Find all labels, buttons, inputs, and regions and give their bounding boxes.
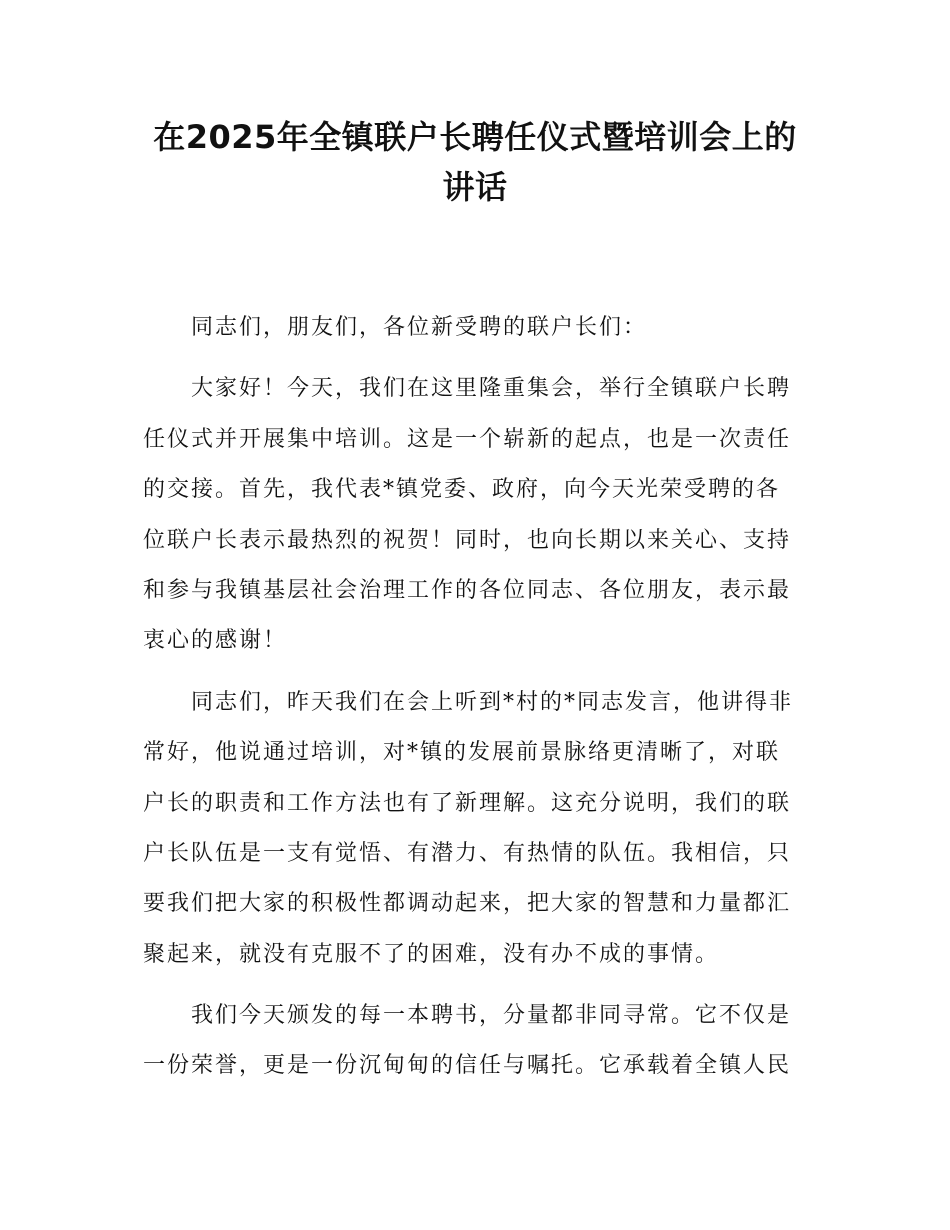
- paragraph-opening: [143, 364, 813, 666]
- text-line: 同志们，朋友们，各位新受聘的联户长们：: [191, 315, 648, 340]
- text-line: 户长的职责和工作方法也有了新理解。这充分说明，我们的联: [143, 790, 792, 816]
- text-line: 户长队伍是一支有觉悟、有潜力、有热情的队伍。我相信，只: [143, 840, 792, 866]
- text-line: 要我们把大家的积极性都调动起来，把大家的智慧和力量都汇: [143, 891, 792, 917]
- text-line: 任仪式并开展集中培训。这是一个崭新的起点，也是一次责任: [143, 426, 792, 452]
- text-line: 一份荣誉，更是一份沉甸甸的信任与嘱托。它承载着全镇人民: [143, 1053, 792, 1079]
- text-line: 我们今天颁发的每一本聘书，分量都非同寻常。它不仅是: [191, 1003, 792, 1029]
- paragraph-greeting: [143, 303, 813, 353]
- document-body: [143, 303, 813, 1103]
- text-line: 常好，他说通过培训，对*镇的发展前景脉络更清晰了，对联: [143, 740, 781, 766]
- text-line: 的交接。首先，我代表*镇党委、政府，向今天光荣受聘的各: [143, 477, 781, 503]
- paragraph-certificate: [143, 991, 813, 1092]
- text-line: 位联户长表示最热烈的祝贺！同时，也向长期以来关心、支持: [143, 527, 792, 553]
- text-line: 同志们，昨天我们在会上听到*村的*同志发言，他讲得非: [191, 689, 794, 715]
- document-title: [143, 112, 807, 212]
- text-line: 大家好！今天，我们在这里隆重集会，举行全镇联户长聘: [191, 376, 792, 402]
- title-line-2: 讲话: [442, 168, 508, 206]
- title-line-1: 在2025年全镇联户长聘任仪式暨培训会上的: [153, 118, 797, 156]
- text-line: 衷心的感谢！: [143, 628, 288, 654]
- text-line: 聚起来，就没有克服不了的困难，没有办不成的事情。: [143, 941, 720, 967]
- text-line: 和参与我镇基层社会治理工作的各位同志、各位朋友，表示最: [143, 577, 792, 603]
- paragraph-feedback: [143, 678, 813, 980]
